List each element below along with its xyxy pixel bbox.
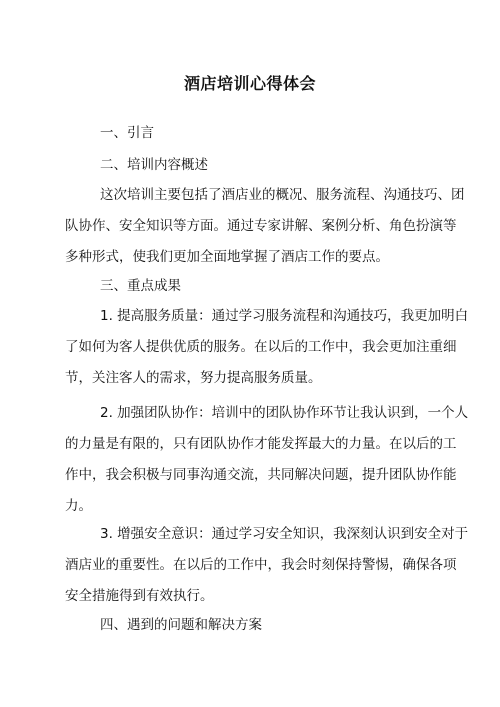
paragraph-line: 2. 加强团队协作：培训中的团队协作环节让我认识到，一个人 <box>100 405 469 421</box>
section-heading-key-results: 三、重点成果 <box>100 278 181 294</box>
paragraph-line: 3. 增强安全意识：通过学习安全知识，我深刻认识到安全对于 <box>100 526 469 542</box>
paragraph-line: 1. 提高服务质量：通过学习服务流程和沟通技巧，我更加明白 <box>100 308 469 324</box>
paragraph-line: 的力量是有限的，只有团队协作才能发挥最大的力量。在以后的工 <box>65 436 457 452</box>
paragraph-line: 酒店业的重要性。在以后的工作中，我会时刻保持警惕，确保各项 <box>65 557 457 573</box>
paragraph-service-quality <box>65 301 469 394</box>
section-heading-intro: 一、引言 <box>100 125 154 141</box>
paragraph-line: 节，关注客人的需求，努力提高服务质量。 <box>65 370 322 386</box>
section-heading-content-overview: 二、培训内容概述 <box>100 157 208 173</box>
paragraph-line: 安全措施得到有效执行。 <box>65 588 214 604</box>
document-title: 酒店培训心得体会 <box>183 74 316 93</box>
section-heading-problems: 四、遇到的问题和解决方案 <box>100 617 262 633</box>
paragraph-overview <box>65 180 465 273</box>
paragraph-line: 队协作、安全知识等方面。通过专家讲解、案例分析、角色扮演等 <box>65 218 457 234</box>
paragraph-line: 作中，我会积极与同事沟通交流，共同解决问题，提升团队协作能 <box>65 467 457 483</box>
paragraph-line: 多种形式，使我们更加全面地掌握了酒店工作的要点。 <box>65 249 389 265</box>
paragraph-teamwork <box>65 398 469 522</box>
paragraph-line: 了如何为客人提供优质的服务。在以后的工作中，我会更加注重细 <box>65 339 457 355</box>
paragraph-line: 这次培训主要包括了酒店业的概况、服务流程、沟通技巧、团 <box>100 187 465 203</box>
paragraph-line: 力。 <box>65 498 92 514</box>
paragraph-safety <box>65 519 469 612</box>
